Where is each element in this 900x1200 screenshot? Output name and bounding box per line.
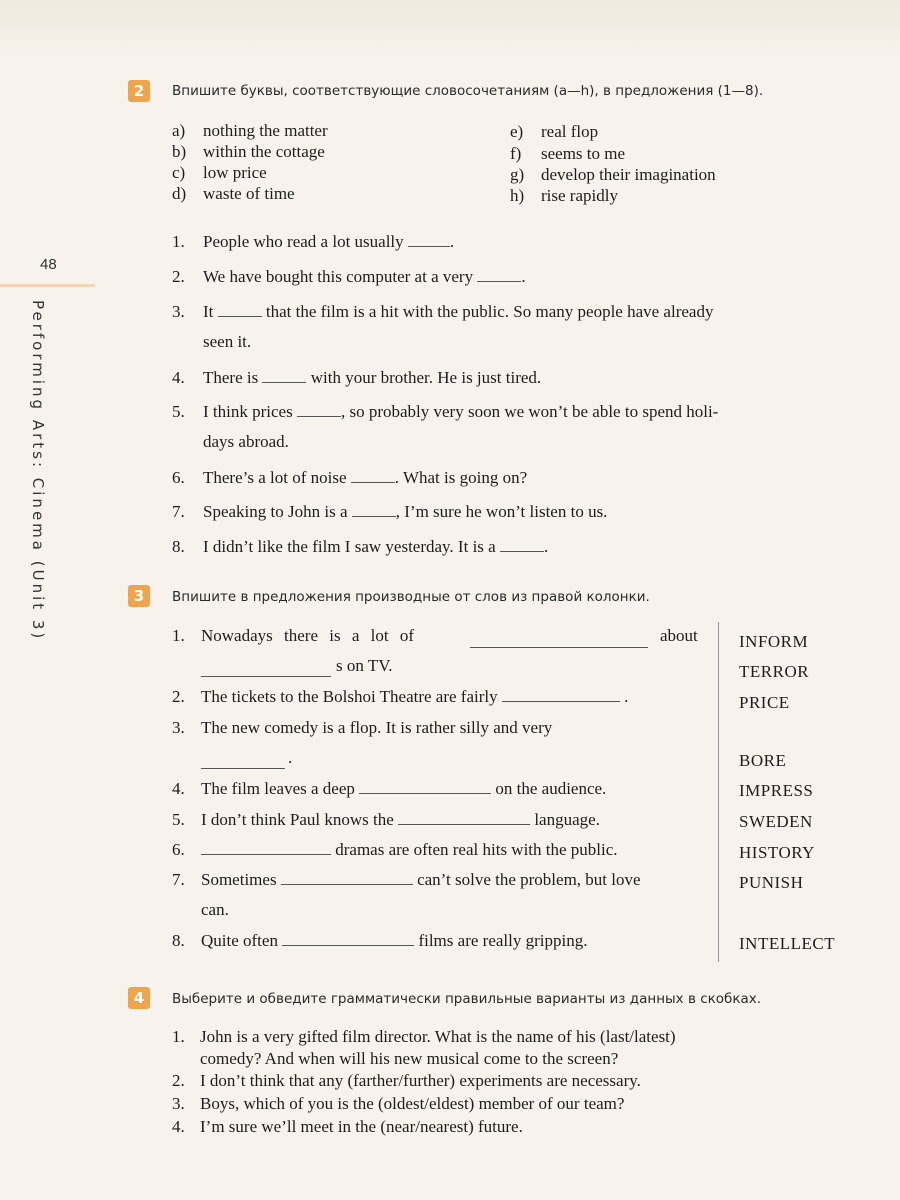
- item-number: 8.: [172, 931, 185, 950]
- answer-blank[interactable]: [351, 468, 395, 483]
- sentence: Quite often films are really gripping.: [201, 931, 588, 950]
- answer-blank[interactable]: [218, 302, 262, 317]
- answer-blank[interactable]: [359, 779, 491, 794]
- item-number: 2.: [172, 267, 185, 286]
- sentence: I didn’t like the film I saw yesterday. It is a .: [203, 537, 549, 556]
- option-text: seems to me: [541, 144, 626, 163]
- option-letter: c): [172, 163, 186, 182]
- sentence-continuation: days abroad.: [203, 432, 289, 451]
- option-letter: b): [172, 142, 187, 161]
- answer-blank[interactable]: [398, 810, 530, 825]
- sentence: It that the film is a hit with the public. So many people have already: [203, 302, 714, 321]
- item-number: 4.: [172, 779, 185, 798]
- exercise-2-badge: 2: [128, 80, 150, 102]
- column-divider: [718, 622, 719, 962]
- sentence: Sometimes can’t solve the problem, but love: [201, 870, 641, 889]
- source-word: INFORM: [739, 632, 809, 651]
- answer-blank[interactable]: [282, 931, 414, 946]
- sentence: I’m sure we’ll meet in the (near/nearest) future.: [200, 1117, 523, 1136]
- sentence: The film leaves a deep on the audience.: [201, 779, 607, 798]
- page-shade: [0, 0, 900, 60]
- item-number: 7.: [172, 870, 185, 889]
- option-text: nothing the matter: [203, 121, 328, 140]
- item-number: 8.: [172, 537, 185, 556]
- sentence: We have bought this computer at a very .: [203, 267, 526, 286]
- item-number: 7.: [172, 502, 185, 521]
- item-number: 6.: [172, 840, 185, 859]
- item-number: 3.: [172, 302, 185, 321]
- exercise-3-badge: 3: [128, 585, 150, 607]
- sentence: I don’t think Paul knows the language.: [201, 810, 600, 829]
- option-text: low price: [203, 163, 267, 182]
- source-word: PUNISH: [739, 873, 804, 892]
- source-word: INTELLECT: [739, 934, 836, 953]
- item-number: 5.: [172, 402, 185, 421]
- item-number: 2.: [172, 1071, 185, 1090]
- page-number: 48: [40, 256, 57, 273]
- option-letter: g): [510, 165, 525, 184]
- sentence: I don’t think that any (farther/further) experiments are necessary.: [200, 1071, 641, 1090]
- sentence: Nowadays there is a lot of: [201, 626, 414, 645]
- item-number: 4.: [172, 1117, 185, 1136]
- exercise-4-badge: 4: [128, 987, 150, 1009]
- exercise-2-instruction: Впишите буквы, соответствующие словосочетаниям (a—h), в предложения (1—8).: [172, 83, 764, 99]
- option-text: rise rapidly: [541, 186, 618, 205]
- item-number: 6.: [172, 468, 185, 487]
- sentence-continuation: s on TV.: [336, 656, 393, 675]
- exercise-4-instruction: Выберите и обведите грамматически правильные варианты из данных в скобках.: [172, 991, 762, 1007]
- item-number: 1.: [172, 1027, 185, 1046]
- sentence: Boys, which of you is the (oldest/eldest) member of our team?: [200, 1094, 625, 1113]
- item-number: 1.: [172, 232, 185, 251]
- sentence: Speaking to John is a , I’m sure he won’t listen to us.: [203, 502, 608, 521]
- sentence-continuation: seen it.: [203, 332, 252, 351]
- source-word: IMPRESS: [739, 781, 814, 800]
- source-word: SWEDEN: [739, 812, 813, 831]
- sentence: There’s a lot of noise . What is going on?: [203, 468, 528, 487]
- item-number: 4.: [172, 368, 185, 387]
- answer-blank[interactable]: [470, 633, 648, 648]
- exercise-3-instruction: Впишите в предложения производные от слов из правой колонки.: [172, 589, 650, 605]
- answer-blank[interactable]: [502, 687, 620, 702]
- answer-blank[interactable]: [201, 662, 331, 677]
- answer-blank[interactable]: [281, 870, 413, 885]
- answer-blank[interactable]: [201, 840, 331, 855]
- option-letter: f): [510, 144, 522, 163]
- sentence: John is a very gifted film director. What is the name of his (last/latest): [200, 1027, 676, 1046]
- sentence: I think prices , so probably very soon we won’t be able to spend holi-: [203, 402, 719, 421]
- option-letter: d): [172, 184, 187, 203]
- sentence: The new comedy is a flop. It is rather silly and very: [201, 718, 553, 737]
- sentence: The tickets to the Bolshoi Theatre are fairly .: [201, 687, 629, 706]
- item-number: 1.: [172, 626, 185, 645]
- option-text: waste of time: [203, 184, 295, 203]
- source-word: TERROR: [739, 662, 810, 681]
- sentence-part: about: [660, 626, 698, 645]
- option-letter: a): [172, 121, 186, 140]
- sentence: dramas are often real hits with the public.: [201, 840, 618, 860]
- source-word: PRICE: [739, 693, 790, 712]
- source-word: BORE: [739, 751, 787, 770]
- source-word: HISTORY: [739, 843, 815, 862]
- sentence-continuation: can.: [201, 900, 229, 919]
- option-letter: e): [510, 122, 524, 141]
- item-number: 3.: [172, 1094, 185, 1113]
- answer-blank[interactable]: [201, 754, 285, 769]
- unit-side-title: Performing Arts: Cinema (Unit 3): [29, 300, 47, 642]
- answer-blank[interactable]: [262, 368, 306, 383]
- sentence: People who read a lot usually .: [203, 232, 455, 251]
- sentence-continuation: .: [288, 748, 293, 767]
- sentence: There is with your brother. He is just tired.: [203, 368, 542, 387]
- sentence-continuation: comedy? And when will his new musical come to the screen?: [200, 1049, 619, 1068]
- answer-blank[interactable]: [408, 232, 450, 247]
- margin-divider: [0, 284, 95, 287]
- option-text: real flop: [541, 122, 599, 141]
- option-letter: h): [510, 186, 525, 205]
- answer-blank[interactable]: [352, 502, 396, 517]
- item-number: 2.: [172, 687, 185, 706]
- option-text: develop their imagination: [541, 165, 716, 184]
- answer-blank[interactable]: [297, 402, 341, 417]
- item-number: 3.: [172, 718, 185, 737]
- answer-blank[interactable]: [500, 537, 544, 552]
- answer-blank[interactable]: [477, 267, 521, 282]
- item-number: 5.: [172, 810, 185, 829]
- option-text: within the cottage: [203, 142, 325, 161]
